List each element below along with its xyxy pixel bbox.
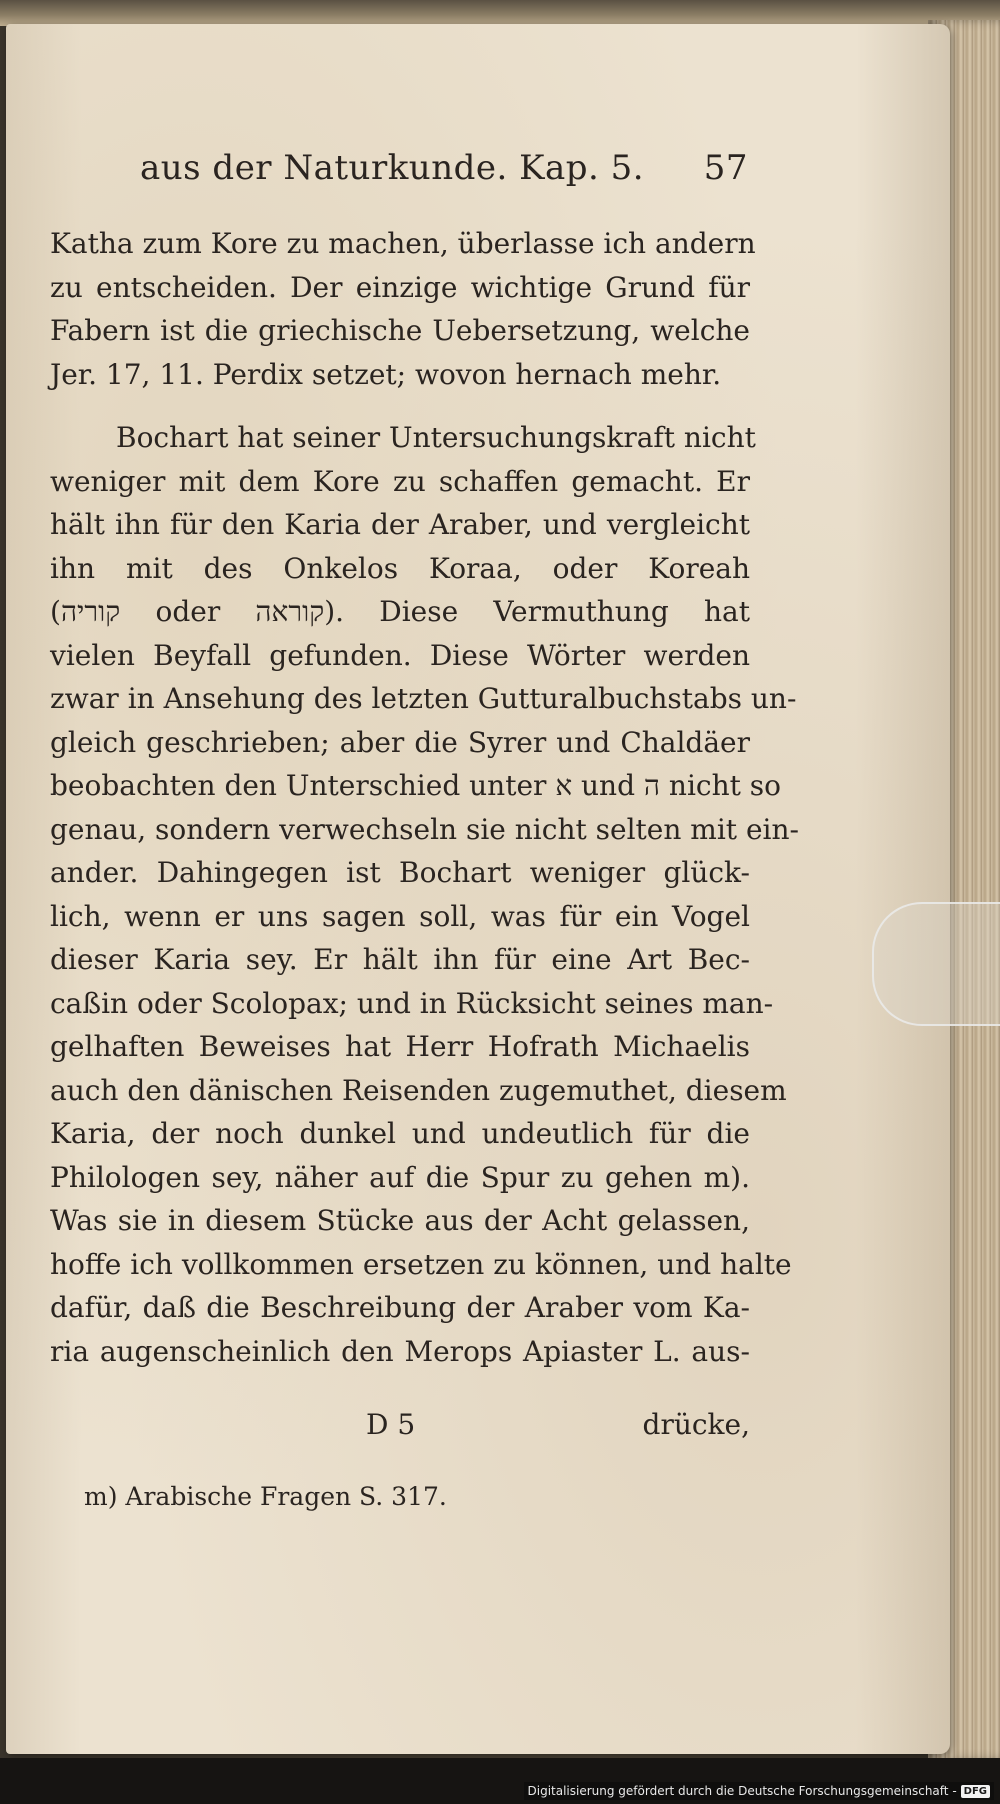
- catchword: drücke,: [642, 1408, 750, 1441]
- text-line: Fabern ist die griechische Uebersetzung, welche: [50, 314, 750, 347]
- text-line: hoffe ich vollkommen ersetzen zu können, und halte: [50, 1247, 792, 1281]
- dfg-logo-icon: DFG: [961, 1785, 990, 1798]
- text-line: Katha zum Kore zu machen, überlasse ich andern: [50, 227, 756, 260]
- text-line: (קוריה oder קוראה). Diese Vermuthung hat: [50, 595, 750, 628]
- printer-signature: D 5: [366, 1408, 416, 1441]
- page-number: 57: [703, 148, 748, 188]
- text-line: Philologen sey, näher auf die Spur zu gehen m).: [50, 1160, 750, 1194]
- text-line: dafür, daß die Beschreibung der Araber vom Ka-: [50, 1291, 750, 1324]
- credit-text: Digitalisierung gefördert durch die Deutsche Forschungsgemeinschaft -: [527, 1784, 957, 1798]
- text-line: genau, sondern verwechseln sie nicht selten mit ein-: [50, 812, 799, 846]
- text-line: weniger mit dem Kore zu schaffen gemacht. Er: [50, 464, 750, 498]
- running-head-title: aus der Naturkunde. Kap. 5.: [140, 148, 645, 188]
- text-line: hält ihn für den Karia der Araber, und vergleicht: [50, 508, 750, 541]
- running-head: [140, 148, 748, 188]
- text-line: zwar in Ansehung des letzten Gutturalbuchstabs un-: [50, 682, 797, 715]
- signature-line: [50, 1408, 750, 1448]
- text-line: ander. Dahingegen ist Bochart weniger glück-: [50, 856, 750, 889]
- text-line: lich, wenn er uns sagen soll, was für ein Vogel: [50, 899, 750, 933]
- book-top-edge: [0, 0, 1000, 26]
- credit-line: [524, 1782, 995, 1800]
- text-line: Karia, der noch dunkel und undeutlich für die: [50, 1117, 750, 1150]
- text-line: auch den dänischen Reisenden zugemuthet, diesem: [50, 1073, 787, 1107]
- text-line: zu entscheiden. Der einzige wichtige Grund für: [50, 270, 750, 304]
- text-line: beobachten den Unterschied unter א und ה nicht so: [50, 769, 782, 802]
- text-line: gelhaften Beweises hat Herr Hofrath Michaelis: [50, 1030, 750, 1063]
- footnote: m) Arabische Fragen S. 317.: [84, 1482, 447, 1511]
- text-line: Jer. 17, 11. Perdix setzet; wovon hernach mehr.: [50, 357, 722, 391]
- text-line: gleich geschrieben; aber die Syrer und Chaldäer: [50, 725, 750, 759]
- text-line: Was sie in diesem Stücke aus der Acht gelassen,: [50, 1204, 750, 1237]
- paragraph-gap: [50, 396, 750, 416]
- text-line: Bochart hat seiner Untersuchungskraft nicht: [116, 421, 756, 454]
- text-line: ria augenscheinlich den Merops Apiaster L. aus-: [50, 1334, 750, 1368]
- body-text: [50, 222, 799, 1373]
- text-line: dieser Karia sey. Er hält ihn für eine Art Bec-: [50, 943, 750, 976]
- text-line: caßin oder Scolopax; und in Rücksicht seines man-: [50, 986, 774, 1020]
- bottom-strip: [0, 1758, 1000, 1804]
- text-line: ihn mit des Onkelos Koraa, oder Koreah: [50, 551, 750, 585]
- text-line: vielen Beyfall gefunden. Diese Wörter werden: [50, 638, 750, 672]
- page-tab-marker: [872, 902, 1000, 1026]
